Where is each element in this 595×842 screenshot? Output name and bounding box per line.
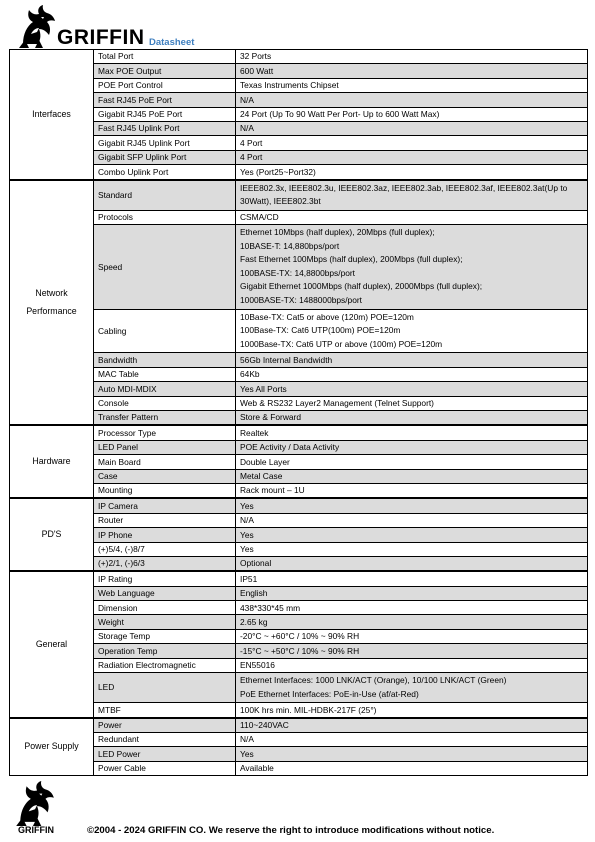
spec-value: Yes All Ports [236,382,588,396]
spec-value: Realtek [236,425,588,440]
table-row [10,180,588,211]
spec-parameter: Max POE Output [94,64,236,78]
table-row [10,644,588,658]
spec-parameter: Standard [94,180,236,211]
spec-parameter: Gigabit RJ45 PoE Port [94,107,236,121]
spec-value-line: Gigabit Ethernet 1000Mbps (half duplex), 2000Mbps (full duplex); [240,281,483,292]
document-type-label: Datasheet [149,37,195,48]
spec-parameter: Processor Type [94,425,236,440]
spec-parameter: MAC Table [94,367,236,381]
section-category: Power Supply [10,718,94,776]
spec-value: 56Gb Internal Bandwidth [236,353,588,367]
spec-parameter: Transfer Pattern [94,411,236,426]
spec-value-line: PoE Ethernet Interfaces: PoE-in-Use (af/at-Red) [240,688,419,699]
spec-value [236,309,588,353]
table-row [10,747,588,761]
section-category: Interfaces [10,50,94,180]
spec-parameter: Weight [94,615,236,629]
table-row [10,210,588,224]
table-row [10,225,588,310]
spec-parameter: LED Power [94,747,236,761]
table-row [10,93,588,107]
spec-value: N/A [236,121,588,135]
copyright-notice: ©2004 - 2024 GRIFFIN CO. We reserve the right to introduce modifications without notice. [87,825,495,836]
table-row [10,601,588,615]
table-row [10,673,588,703]
spec-parameter: Console [94,396,236,410]
section-category: PD'S [10,498,94,571]
griffin-emblem-icon [17,4,57,48]
spec-value: Yes [236,528,588,542]
griffin-emblem-icon [13,780,57,826]
table-row [10,64,588,78]
spec-value [236,225,588,310]
spec-value: 24 Port (Up To 90 Watt Per Port- Up to 600 Watt Max) [236,107,588,121]
spec-table [9,49,588,776]
table-row [10,542,588,556]
table-row [10,703,588,718]
spec-value: CSMA/CD [236,210,588,224]
spec-parameter: Web Language [94,586,236,600]
spec-parameter: POE Port Control [94,78,236,92]
footer-brand-name: GRIFFIN [18,825,54,835]
spec-value: Yes [236,498,588,513]
spec-parameter: Fast RJ45 Uplink Port [94,121,236,135]
table-row [10,50,588,64]
spec-value: Texas Instruments Chipset [236,78,588,92]
spec-value: 2.65 kg [236,615,588,629]
section-category: General [10,571,94,717]
table-row [10,382,588,396]
spec-parameter: Router [94,513,236,527]
spec-value: N/A [236,93,588,107]
table-row [10,165,588,180]
section-category: Hardware [10,425,94,498]
spec-parameter: Protocols [94,210,236,224]
table-row [10,411,588,426]
brand-name: GRIFFIN [57,26,145,49]
table-row [10,150,588,164]
spec-value: 32 Ports [236,50,588,64]
table-row [10,121,588,135]
spec-parameter: LED Panel [94,440,236,454]
spec-parameter: Power Cable [94,761,236,775]
table-row [10,498,588,513]
section-category-line: Network [35,288,68,299]
table-row [10,78,588,92]
spec-value-line: 10Base-TX: Cat5 or above (120m) POE=120m [240,311,414,322]
spec-parameter: Combo Uplink Port [94,165,236,180]
table-row [10,658,588,672]
spec-value: 438*330*45 mm [236,601,588,615]
table-row [10,455,588,469]
table-row [10,469,588,483]
spec-value-line: 100Base-TX: Cat6 UTP(100m) POE=120m [240,325,401,336]
spec-value: 110~240VAC [236,718,588,733]
spec-value-line: IEEE802.3x, IEEE802.3u, IEEE802.3az, IEEE802.3ab, IEEE802.3af, IEEE802.3at(Up to [240,182,568,193]
table-row [10,761,588,775]
spec-value: -20°C ~ +60°C / 10% ~ 90% RH [236,629,588,643]
spec-value-line: 100BASE-TX: 14,8800bps/port [240,267,355,278]
spec-value-line: 10BASE-T: 14,880bps/port [240,240,340,251]
spec-value: Optional [236,556,588,571]
table-row [10,136,588,150]
spec-value: IP51 [236,571,588,586]
spec-value-line: 30Watt), IEEE802.3bt [240,196,321,207]
spec-parameter: Gigabit RJ45 Uplink Port [94,136,236,150]
spec-value: Yes (Port25~Port32) [236,165,588,180]
spec-parameter: Speed [94,225,236,310]
spec-value: Double Layer [236,455,588,469]
spec-value [236,673,588,703]
spec-value-line: 1000Base-TX: Cat6 UTP or above (100m) POE=120m [240,338,443,349]
table-row [10,571,588,586]
spec-value: 64Kb [236,367,588,381]
section-category [10,180,94,426]
spec-value-line: Fast Ethernet 100Mbps (half duplex), 200Mbps (full duplex); [240,254,463,265]
spec-parameter: Dimension [94,601,236,615]
spec-value: N/A [236,513,588,527]
spec-parameter: (+)5/4, (-)8/7 [94,542,236,556]
spec-value: 4 Port [236,136,588,150]
spec-value: Metal Case [236,469,588,483]
table-row [10,353,588,367]
spec-value-line: Ethernet Interfaces: 1000 LNK/ACT (Orange), 10/100 LNK/ACT (Green) [240,675,507,686]
spec-value: English [236,586,588,600]
spec-parameter: (+)2/1, (-)6/3 [94,556,236,571]
spec-parameter: Cabling [94,309,236,353]
table-row [10,513,588,527]
spec-parameter: Total Port [94,50,236,64]
spec-parameter: IP Camera [94,498,236,513]
spec-parameter: LED [94,673,236,703]
spec-value: Yes [236,747,588,761]
table-row [10,309,588,353]
table-row [10,629,588,643]
spec-value-lines [240,181,583,210]
spec-parameter: Bandwidth [94,353,236,367]
table-row [10,440,588,454]
spec-parameter: Radiation Electromagnetic [94,658,236,672]
spec-value: Store & Forward [236,411,588,426]
spec-value: Yes [236,542,588,556]
spec-value: Web & RS232 Layer2 Management (Telnet Support) [236,396,588,410]
spec-parameter: MTBF [94,703,236,718]
spec-parameter: Gigabit SFP Uplink Port [94,150,236,164]
spec-value: POE Activity / Data Activity [236,440,588,454]
table-row [10,586,588,600]
spec-parameter: Case [94,469,236,483]
spec-parameter: Fast RJ45 PoE Port [94,93,236,107]
spec-value: 600 Watt [236,64,588,78]
spec-value: N/A [236,733,588,747]
spec-parameter: Main Board [94,455,236,469]
spec-parameter: IP Rating [94,571,236,586]
header [9,4,587,48]
footer [9,780,587,838]
spec-value-lines [240,673,583,702]
table-row [10,528,588,542]
spec-parameter: Mounting [94,483,236,498]
spec-value-line: 1000BASE-TX: 1488000bps/port [240,295,362,306]
spec-value: Rack mount – 1U [236,483,588,498]
spec-parameter: Power [94,718,236,733]
spec-value: Available [236,761,588,775]
spec-parameter: Operation Temp [94,644,236,658]
spec-parameter: IP Phone [94,528,236,542]
spec-parameter: Auto MDI-MDIX [94,382,236,396]
spec-value-lines [240,310,583,353]
spec-value: 4 Port [236,150,588,164]
table-row [10,733,588,747]
section-category-line: Performance [26,306,77,317]
spec-value: 100K hrs min. MIL-HDBK-217F (25°) [236,703,588,718]
table-row [10,107,588,121]
spec-value [236,180,588,211]
table-row [10,367,588,381]
table-row [10,718,588,733]
spec-parameter: Storage Temp [94,629,236,643]
spec-value-lines [240,225,583,309]
table-row [10,425,588,440]
table-row [10,556,588,571]
spec-parameter: Redundant [94,733,236,747]
table-row [10,396,588,410]
table-row [10,615,588,629]
spec-value: EN55016 [236,658,588,672]
spec-value-line: Ethernet 10Mbps (half duplex), 20Mbps (full duplex); [240,227,435,238]
table-row [10,483,588,498]
spec-value: -15°C ~ +50°C / 10% ~ 90% RH [236,644,588,658]
